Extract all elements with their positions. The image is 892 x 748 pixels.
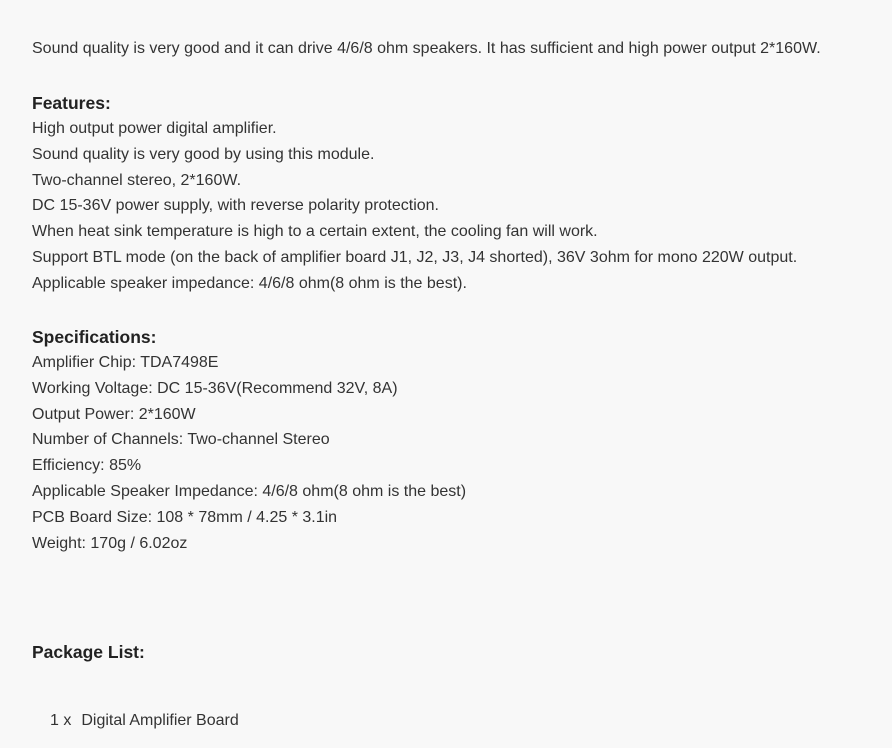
spec-item: Applicable Speaker Impedance: 4/6/8 ohm(8 ohm is the best) (32, 482, 467, 500)
specifications-list (32, 350, 466, 556)
package-item-name: Digital Amplifier Board (81, 712, 239, 729)
spec-item: Number of Channels: Two-channel Stereo (32, 431, 330, 449)
feature-item: High output power digital amplifier. (32, 120, 277, 137)
intro-paragraph: Sound quality is very good and it can drive 4/6/8 ohm speakers. It has sufficient and high power output 2*160W. (32, 40, 821, 57)
package-item-qty: 1 x (50, 712, 72, 729)
feature-item: When heat sink temperature is high to a certain extent, the cooling fan will work. (32, 223, 598, 241)
package-item (50, 711, 239, 731)
specifications-heading: Specifications: (32, 327, 157, 347)
spec-item: Output Power: 2*160W (32, 405, 196, 423)
feature-item: DC 15-36V power supply, with reverse polarity protection. (32, 197, 439, 215)
features-list (32, 116, 797, 297)
package-list-heading: Package List: (32, 642, 145, 662)
feature-item: Applicable speaker impedance: 4/6/8 ohm(8 ohm is the best). (32, 274, 467, 292)
spec-item: Efficiency: 85% (32, 457, 142, 475)
features-heading: Features: (32, 93, 111, 113)
feature-item: Two-channel stereo, 2*160W. (32, 171, 242, 189)
feature-item: Support BTL mode (on the back of amplifier board J1, J2, J3, J4 shorted), 36V 3ohm for mono 220W output. (32, 248, 798, 266)
spec-item: Amplifier Chip: TDA7498E (32, 354, 219, 371)
feature-item: Sound quality is very good by using this module. (32, 145, 375, 163)
spec-item: Working Voltage: DC 15-36V(Recommend 32V, 8A) (32, 379, 398, 397)
spec-item: PCB Board Size: 108 * 78mm / 4.25 * 3.1in (32, 508, 338, 526)
spec-item: Weight: 170g / 6.02oz (32, 534, 188, 552)
